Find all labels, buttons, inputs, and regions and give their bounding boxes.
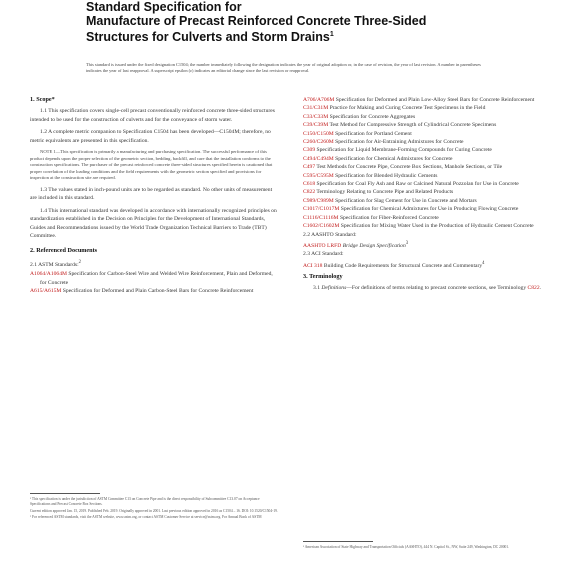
left-reference-list — [30, 270, 280, 295]
paragraph-3-1-end: . — [539, 285, 542, 292]
reference-title: Specification for Portland Cement — [333, 130, 412, 137]
note-1: NOTE 1—This specification is primarily a manufacturing and purchasing specification. The successful performance of this product depends upon the proper selection of the geometric section, bedding, backfill, and care that the installation conforms to the construction specifications. The purchaser of the precast reinforced concrete three-sided structures specified herein is cautioned that proper correlation of the loading conditions and the field requirements with the geometric section specified and provisions for inspection at the construction site are required. — [30, 149, 273, 181]
reference-code-link[interactable]: C1116/C1116M — [303, 214, 339, 221]
reference-title: Specification for Chemical Admixtures for Concrete — [333, 155, 453, 162]
left-column — [30, 96, 280, 295]
aci-subheading: 2.3 ACI Standard: — [303, 251, 344, 258]
reference-item — [303, 138, 553, 146]
reference-item — [303, 96, 553, 104]
reference-item — [303, 188, 553, 196]
reference-title: Specification for Deformed and Plain Carbon-Steel Bars for Concrete Reinforcement — [61, 287, 254, 294]
paragraph-3-1-text: —For definitions of terms relating to precast concrete sections, see Terminology — [346, 285, 528, 292]
aashto-reference-title: Bridge Design Specification — [341, 242, 406, 249]
title-footnote-mark: 1 — [329, 31, 334, 38]
reference-item — [303, 222, 553, 230]
astm-standards-subheading — [30, 259, 280, 269]
reference-item — [303, 197, 553, 205]
terminology-heading: 3. Terminology — [303, 272, 343, 280]
right-reference-list — [303, 96, 553, 231]
paragraph-3-1 — [303, 284, 553, 292]
aashto-reference — [303, 240, 553, 250]
terminology-link-c822[interactable]: C822 — [527, 285, 540, 292]
reference-code-link[interactable]: C260/C260M — [303, 139, 334, 146]
reference-code-link[interactable]: A1064/A1064M — [30, 271, 67, 278]
reference-item — [303, 172, 553, 180]
reference-title: Practice for Making and Curing Concrete Test Specimens in the Field — [328, 105, 486, 112]
aashto-footnote-mark: 3 — [405, 240, 409, 246]
reference-code-link[interactable]: C31/C31M — [303, 105, 329, 112]
reference-item — [303, 180, 553, 188]
reference-title: Specification for Slag Cement for Use in Concrete and Mortars — [333, 197, 477, 204]
reference-title: Specification for Concrete Aggregates — [328, 113, 416, 120]
aci-reference — [303, 260, 553, 270]
reference-code-link[interactable]: C618 — [303, 181, 316, 188]
right-column — [303, 96, 553, 297]
aashto-subheading: 2.2 AASHTO Standard: — [303, 231, 357, 238]
reference-item — [303, 104, 553, 112]
aashto-reference-code[interactable]: AASHTO LRFD — [303, 242, 342, 249]
reference-title: Specification for Liquid Membrane-Forming Compounds for Curing Concrete — [315, 147, 492, 154]
paragraph-1-4: 1.4 This international standard was developed in accordance with internationally recognized principles on standardization established in the Decision on Principles for the Development of International Standards, Guides and Recommendations issued by the World Trade Organization Technical Barriers to Trade (TBT) Committee. — [30, 207, 277, 240]
reference-title: Specification for Mixing Water Used in the Production of Hydraulic Cement Concrete — [339, 223, 534, 230]
paragraph-1-2: 1.2 A complete metric companion to Specification C1504 has been developed—C1504M; therefore, no metric equivalents are presented in this specification. — [30, 129, 271, 144]
astm-footnote-mark: 2 — [78, 259, 81, 265]
reference-title: Specification for Deformed and Plain Low-Alloy Steel Bars for Concrete Reinforcement — [334, 97, 535, 103]
reference-item — [303, 146, 553, 154]
aci-footnote-mark: 4 — [482, 260, 485, 266]
title-line-3-text: Structures for Culverts and Storm Drains — [86, 30, 330, 45]
reference-code-link[interactable]: C39/C39M — [303, 122, 329, 129]
scope-heading: 1. Scope* — [30, 96, 55, 103]
reference-title: Test Methods for Concrete Pipe, Concrete Box Sections, Manhole Sections, or Tile — [315, 164, 503, 171]
reference-code-link[interactable]: C989/C989M — [303, 197, 334, 204]
title-line-2: Manufacture of Precast Reinforced Concrete Three-Sided — [86, 14, 427, 28]
document-title — [86, 0, 526, 44]
reference-title: Specification for Air-Entraining Admixtures for Concrete — [333, 139, 464, 146]
reference-code-link[interactable]: C494/C494M — [303, 155, 334, 162]
reference-code-link[interactable]: A615/A615M — [30, 287, 62, 294]
reference-item — [303, 113, 553, 121]
paragraph-3-1-number: 3.1 — [313, 285, 322, 292]
title-line-1: Standard Specification for — [86, 0, 242, 14]
reference-title: Terminology Relating to Concrete Pipe and Related Products — [315, 189, 454, 196]
footnote-rule-right — [303, 541, 373, 542]
reference-title: Specification for Carbon-Steel Wire and Welded Wire Reinforcement, Plain and Deformed, for Concrete — [40, 271, 273, 286]
footnote-3: ³ American Association of State Highway and Transportation Officials (AASHTO), 444 N. Capitol St., NW, Suite 249, Washington, DC 20001. — [303, 545, 509, 549]
reference-code-link[interactable]: A706/A706M — [303, 97, 335, 103]
reference-item — [303, 163, 553, 171]
reference-title: Specification for Coal Fly Ash and Raw or Calcined Natural Pozzolan for Use in Concrete — [315, 181, 519, 188]
reference-code-link[interactable]: C822 — [303, 189, 316, 196]
paragraph-1-1: 1.1 This specification covers single-cell precast conventionally reinforced concrete three-sided structures intended to be used for the construction of culverts and for the conveyance of storm water. — [30, 108, 275, 123]
reference-item — [303, 155, 553, 163]
reference-item — [303, 205, 553, 213]
footnote-1-edition: Current edition approved Jan. 15, 2019. Published Feb. 2019. Originally approved in 2001. Last previous edition approved in 2016 as C1504 – 16. DOI: 10.1520/C1504-19. — [30, 508, 278, 513]
reference-code-link[interactable]: C150/C150M — [303, 130, 334, 137]
astm-standards-label: 2.1 ASTM Standards: — [30, 261, 79, 268]
reference-code-link[interactable]: C1602/C1602M — [303, 223, 340, 230]
reference-item — [30, 270, 280, 287]
reference-title: Specification for Fiber-Reinforced Concrete — [338, 214, 439, 221]
paragraph-1-3: 1.3 The values stated in inch-pound units are to be regarded as standard. No other units of measurement are included in this standard. — [30, 187, 273, 202]
reference-item — [303, 214, 553, 222]
reference-title: Specification for Blended Hydraulic Cements — [333, 172, 438, 179]
reference-code-link[interactable]: C497 — [303, 164, 316, 171]
reference-item — [303, 130, 553, 138]
title-line-3 — [86, 28, 526, 44]
footnotes-left — [30, 497, 280, 522]
referenced-documents-heading: 2. Referenced Documents — [30, 247, 98, 255]
footnotes-right — [303, 545, 553, 552]
aci-reference-code[interactable]: ACI 318 — [303, 262, 323, 269]
reference-code-link[interactable]: C595/C595M — [303, 172, 334, 179]
designation-notice: This standard is issued under the fixed designation C1504; the number immediately following the designation indicates the year of original adoption or, in the case of revision, the year of last revision. A number in parentheses indicates the year of last reapproval. A superscript epsilon (ε) indicates an editorial change since the last revision or reapproval. — [86, 62, 481, 73]
aci-reference-title: Building Code Requirements for Structural Concrete and Commentary — [322, 262, 483, 269]
reference-code-link[interactable]: C1017/C1017M — [303, 206, 340, 213]
reference-item — [30, 287, 280, 295]
footnote-1: ¹ This specification is under the jurisdiction of ASTM Committee C13 on Concrete Pipe and is the direct responsibility of Subcommittee C13.07 on Acceptance Specifications and Precast Concrete Box Sections. — [30, 497, 260, 506]
paragraph-3-1-term: Definitions — [321, 285, 347, 292]
reference-title: Specification for Chemical Admixtures for Use in Producing Flowing Concrete — [339, 206, 519, 213]
footnote-2: ² For referenced ASTM standards, visit the ASTM website, www.astm.org, or contact ASTM Customer Service at service@astm.org. For Annual Book of ASTM — [30, 515, 262, 520]
reference-item — [303, 121, 553, 129]
reference-title: Test Method for Compressive Strength of Cylindrical Concrete Specimens — [328, 122, 497, 129]
reference-code-link[interactable]: C33/C33M — [303, 113, 329, 120]
footnote-rule-left — [30, 493, 100, 494]
reference-code-link[interactable]: C309 — [303, 147, 316, 154]
